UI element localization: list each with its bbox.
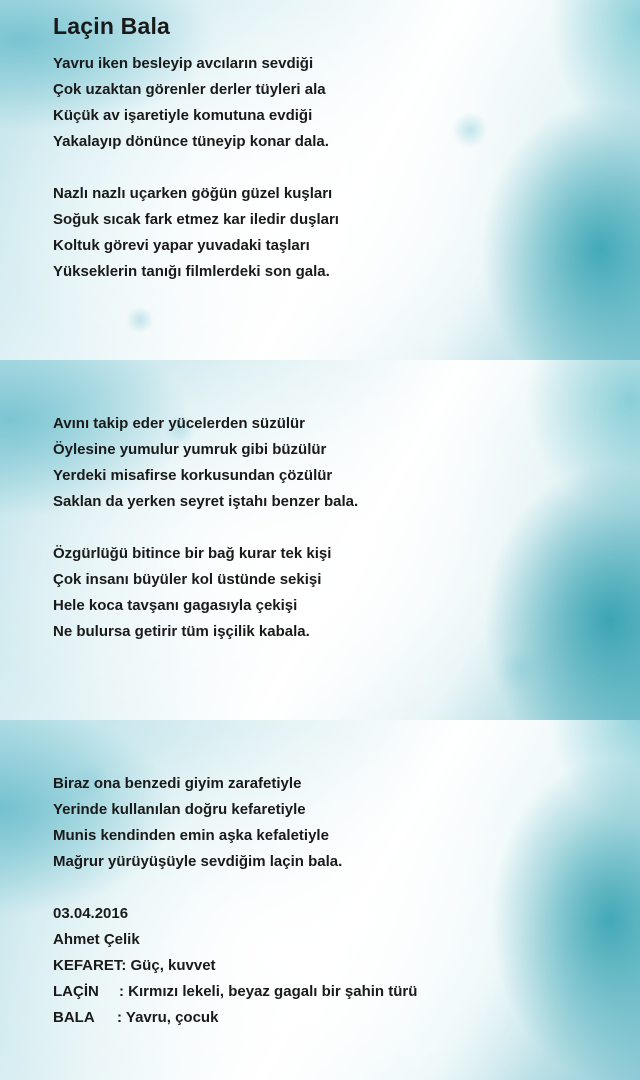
verse-line: Munis kendinden emin aşka kefaletiyle [53,827,329,844]
verse-line: Çok insanı büyüler kol üstünde sekişi [53,571,322,588]
verse-line: Çok uzaktan görenler derler tüyleri ala [53,81,326,98]
verse-line: Yakalayıp dönünce tüneyip konar dala. [53,133,329,150]
verse-line: Nazlı nazlı uçarken göğün güzel kuşları [53,185,333,202]
verse-line: Saklan da yerken seyret iştahı benzer bala. [53,493,359,510]
verse-line: Yerinde kullanılan doğru kefaretiyle [53,801,306,818]
verse-line: Avını takip eder yücelerden süzülür [53,415,306,432]
glossary-entry-kefaret [53,953,417,979]
stanza-4 [53,541,331,645]
poem-footer [53,901,417,1031]
stanza-1 [53,51,329,155]
glossary-entry-lacin [53,979,417,1005]
glossary-entry-bala [53,1005,417,1031]
glossary-term: KEFARET: [53,957,127,974]
poem-title: Laçin Bala [53,13,171,39]
verse-line: Ne bulursa getirir tüm işçilik kabala. [53,623,310,640]
poem-panel-2 [0,360,640,720]
glossary-term: LAÇİN [53,983,99,1000]
verse-line: Mağrur yürüyüşüyle sevdiğim laçin bala. [53,853,343,870]
poem-author: Ahmet Çelik [53,931,140,948]
stanza-5 [53,771,342,875]
glossary-definition: Güç, kuvvet [130,957,216,974]
glossary-term: BALA [53,1009,95,1026]
poem-panel-1 [0,0,640,360]
verse-line: Soğuk sıcak fark etmez kar iledir duşları [53,211,339,228]
verse-line: Yükseklerin tanığı filmlerdeki son gala. [53,263,330,280]
verse-line: Küçük av işaretiyle komutuna evdiği [53,107,313,124]
verse-line: Hele koca tavşanı gagasıyla çekişi [53,597,298,614]
verse-line: Yavru iken besleyip avcıların sevdiği [53,55,314,72]
verse-line: Öylesine yumulur yumruk gibi büzülür [53,441,327,458]
verse-line: Yerdeki misafirse korkusundan çözülür [53,467,333,484]
poem-date: 03.04.2016 [53,905,129,922]
glossary-definition: : Yavru, çocuk [117,1009,219,1026]
verse-line: Koltuk görevi yapar yuvadaki taşları [53,237,310,254]
verse-line: Biraz ona benzedi giyim zarafetiyle [53,775,302,792]
stanza-2 [53,181,339,285]
poem-panel-3 [0,720,640,1080]
glossary-definition: : Kırmızı lekeli, beyaz gagalı bir şahin türü [119,983,418,1000]
stanza-3 [53,411,358,515]
verse-line: Özgürlüğü bitince bir bağ kurar tek kişi [53,545,332,562]
